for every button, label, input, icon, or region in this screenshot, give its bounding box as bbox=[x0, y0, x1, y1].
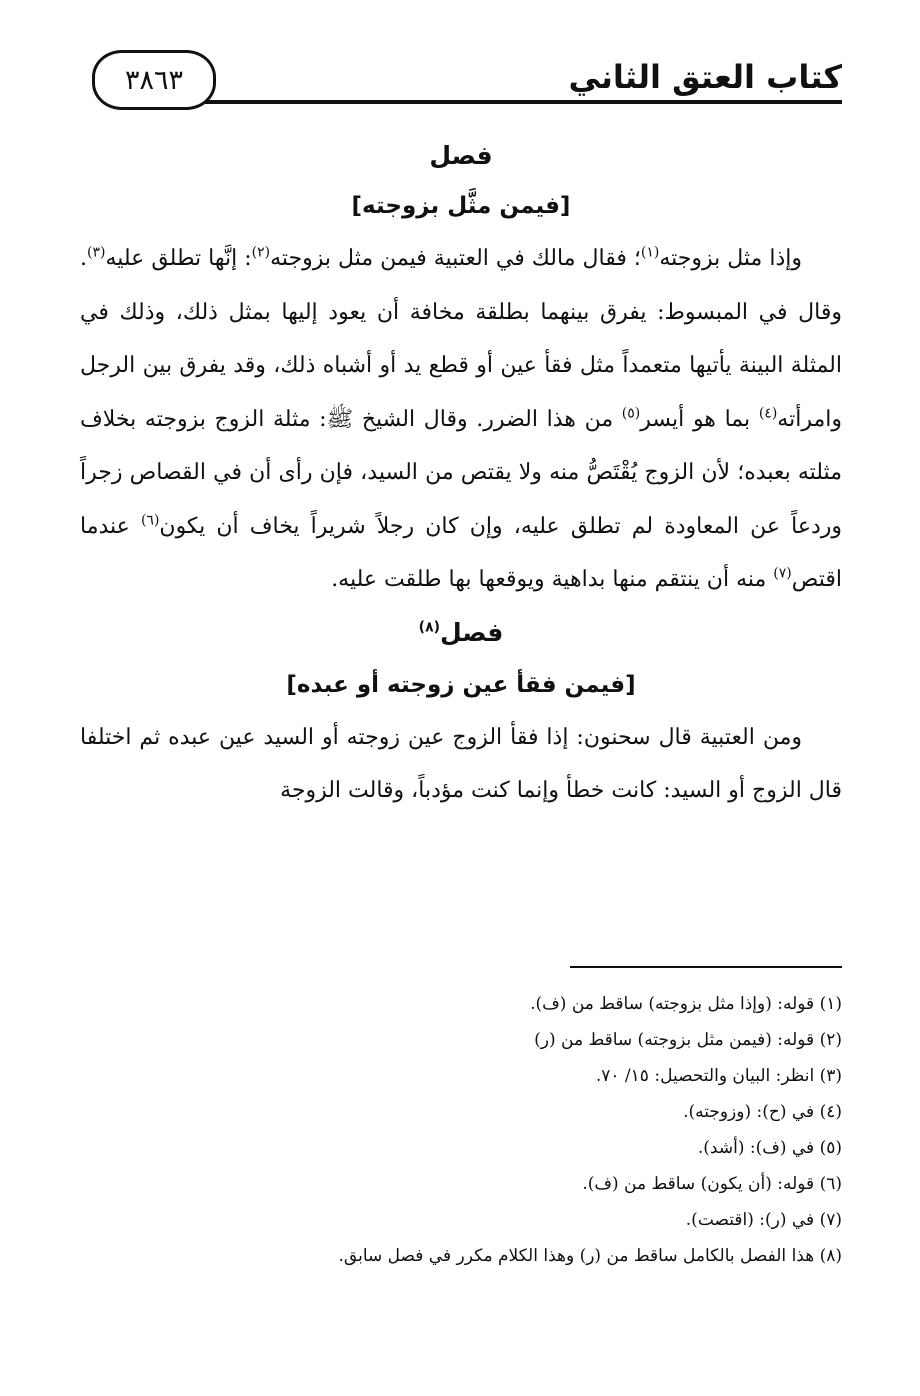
footnote-ref: (٣) bbox=[87, 244, 106, 261]
page-header bbox=[92, 44, 842, 116]
footnotes bbox=[90, 986, 842, 1274]
footnote: (١) قوله: (وإذا مثل بزوجته) ساقط من (ف). bbox=[530, 994, 842, 1014]
footnote-ref: (٤) bbox=[758, 405, 778, 422]
text-run: بما هو أيسر bbox=[640, 406, 759, 432]
footnote: (٨) هذا الفصل بالكامل ساقط من (ر) وهذا الكلام مكرر في فصل سابق. bbox=[338, 1246, 842, 1266]
paragraph bbox=[80, 232, 842, 607]
footnote-ref: (٥) bbox=[621, 405, 641, 422]
footnote-ref: (٦) bbox=[140, 512, 160, 529]
section-subtitle: [فيمن مثَّل بزوجته] bbox=[351, 193, 571, 219]
footnote: (٣) انظر: البيان والتحصيل: ١٥/ ٧٠. bbox=[595, 1066, 842, 1086]
footnote-ref: (٨) bbox=[418, 619, 441, 636]
section-title: فصل bbox=[429, 141, 493, 170]
text-run: وإذا مثل بزوجته bbox=[659, 246, 802, 271]
footnote-ref: (١) bbox=[640, 244, 660, 261]
section-title bbox=[80, 615, 842, 651]
text-run: عندما اقتص bbox=[80, 513, 842, 592]
footnote-ref: (٢) bbox=[251, 244, 271, 261]
section-subtitle: [فيمن فقأ عين زوجته أو عبده] bbox=[286, 671, 636, 698]
main-content bbox=[80, 138, 842, 818]
paragraph: ومن العتبية قال سحنون: إذا فقأ الزوج عين زوجته أو السيد عين عبده ثم اختلفا قال الزوج أو السيد: كانت خطأ وإنما كنت مؤدباً، وقالت الزوجة bbox=[80, 724, 842, 803]
text-run: . وقال في المبسوط: يفرق بينهما بطلقة مخافة أن يعود إليها بمثل ذلك، وذلك في المثلة البينة يأتيها متعمداً مثل فقأ عين أو قطع يد أو أشباه ذلك، وقد يفرق بين الرجل وامرأته bbox=[80, 246, 842, 432]
footnote-divider bbox=[570, 966, 842, 968]
text-run: ؛ فقال مالك في العتبية فيمن مثل بزوجته bbox=[270, 246, 641, 271]
footnote: (٦) قوله: (أن يكون) ساقط من (ف). bbox=[582, 1174, 842, 1194]
running-title: كتاب العتق الثاني bbox=[568, 58, 842, 96]
text-run: : إنَّها تطلق عليه bbox=[105, 246, 252, 271]
header-rule bbox=[187, 100, 842, 104]
footnote: (٢) قوله: (فيمن مثل بزوجته) ساقط من (ر) bbox=[534, 1030, 842, 1050]
text-run: منه أن ينتقم منها بداهية ويوقعها بها طلقت عليه. bbox=[331, 567, 774, 592]
footnote: (٥) في (ف): (أشد). bbox=[697, 1138, 842, 1158]
text-run: من هذا الضرر. وقال الشيخ ﷺ: مثلة الزوج بزوجته بخلاف مثلته بعبده؛ لأن الزوج يُقْتَصُّ منه ولا يقتص من السيد، فإن رأى أن في القصاص زجراً وردعاً عن المعاودة لم تطلق عليه، وإن كان رجلاً شريراً يخاف أن يكون bbox=[80, 406, 842, 539]
footnote: (٧) في (ر): (اقتصت). bbox=[685, 1210, 842, 1230]
footnote: (٤) في (ح): (وزوجته). bbox=[683, 1102, 842, 1122]
footnote-ref: (٧) bbox=[773, 565, 792, 582]
section-title-text: فصل bbox=[440, 617, 504, 647]
page-number: ٣٨٦٣ bbox=[92, 50, 216, 110]
